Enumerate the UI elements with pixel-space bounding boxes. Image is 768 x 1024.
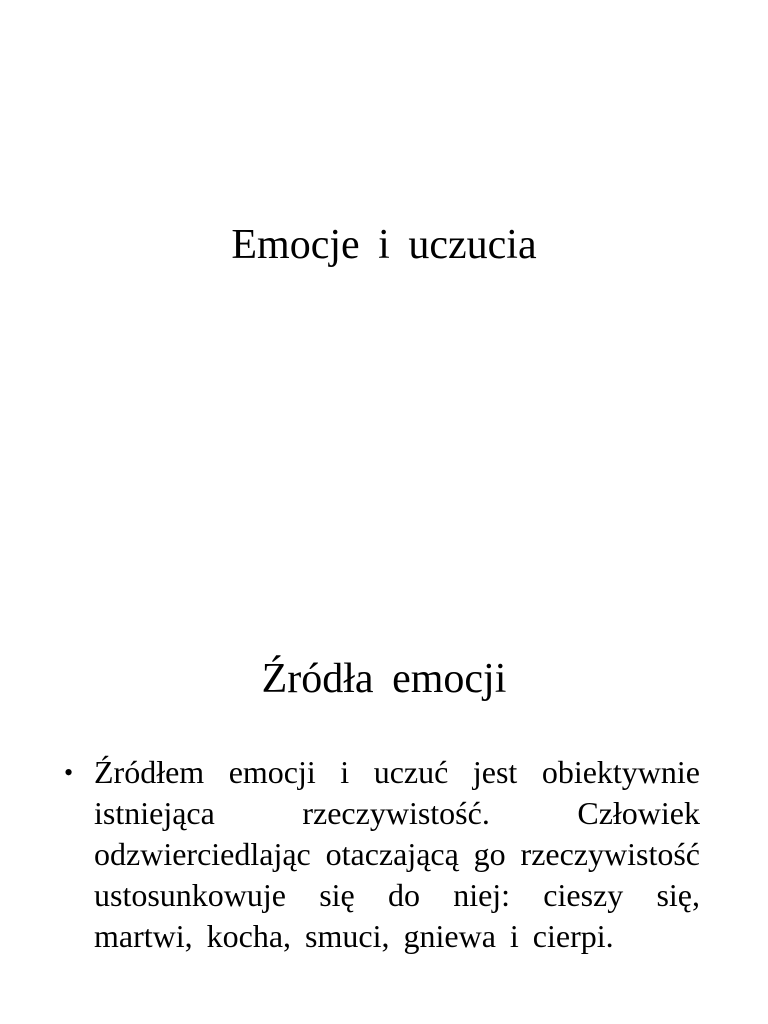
bullet-list (60, 752, 700, 957)
slide-2 (0, 512, 768, 1024)
bullet-text: Źródłem emocji i uczuć jest obiektywnie istniejąca rzeczywistość. Człowiek odzwierciedlając otaczającą go rzeczywistość ustosunkowuje się do niej: cieszy się, martwi, kocha, smuci, gniewa i cierpi. (94, 754, 700, 954)
slide-2-title: Źródła emocji (261, 656, 507, 702)
slide-1-title: Emocje i uczucia (231, 222, 537, 268)
bullet-item (60, 752, 700, 957)
bullet-icon: • (64, 758, 74, 787)
